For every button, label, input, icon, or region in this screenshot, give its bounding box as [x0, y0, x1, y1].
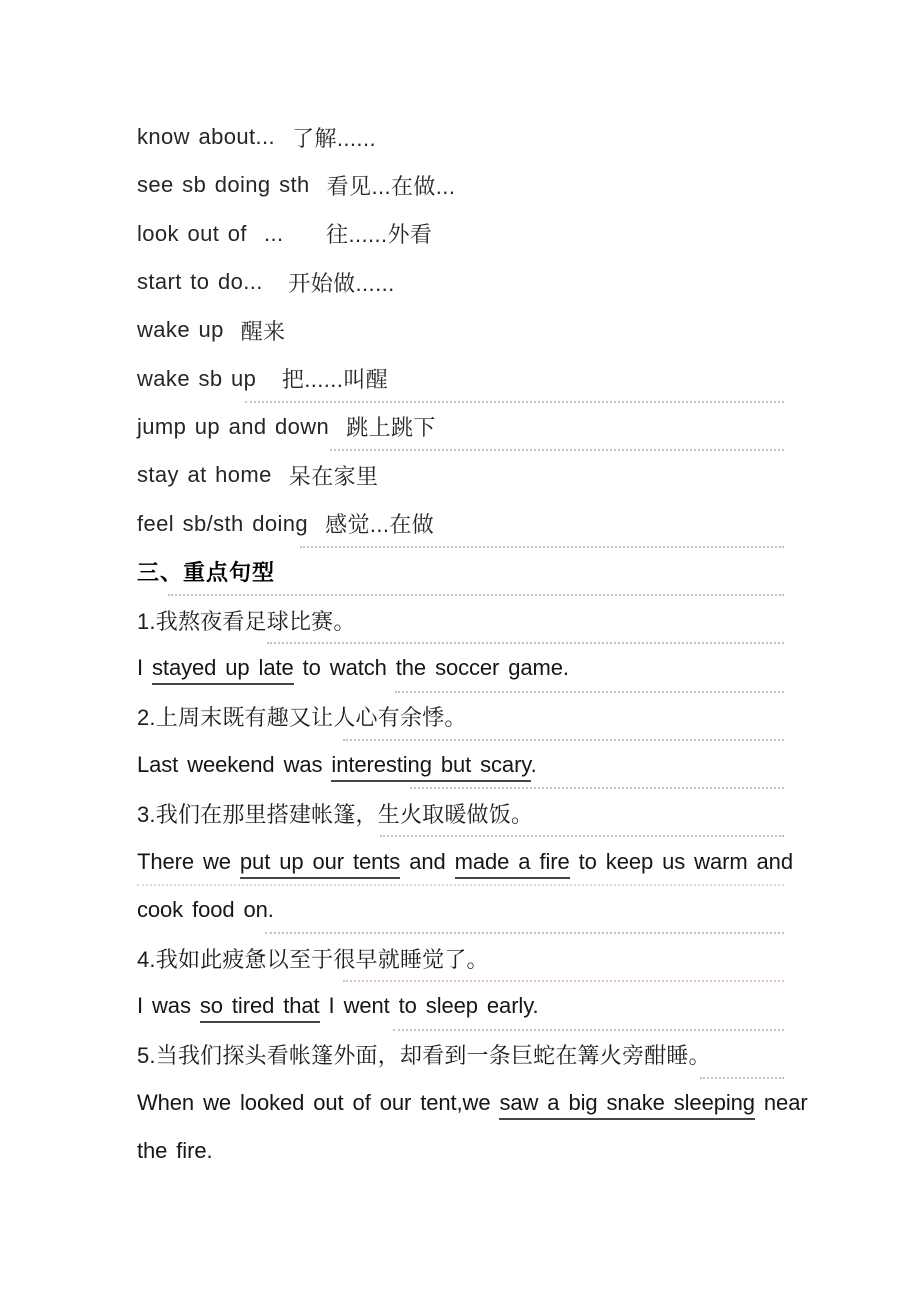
sentence-chinese-text: 5.当我们探头看帐篷外面，却看到一条巨蛇在篝火旁酣睡。 — [137, 1043, 711, 1069]
phrase-english: see sb doing sth — [137, 172, 310, 198]
underlined-key-phrase: saw a big snake sleeping — [499, 1090, 754, 1120]
phrase-gap — [256, 366, 282, 392]
sentence-text-segment: I — [137, 655, 153, 681]
sentence-chinese-text: 2.上周末既有趣又让人心有余悸。 — [137, 705, 467, 731]
phrase-english: start to do... — [137, 269, 263, 295]
phrase-gap — [272, 462, 289, 488]
sentence-english-text — [137, 1138, 784, 1164]
phrase-row — [137, 403, 784, 451]
phrase-row — [137, 113, 784, 161]
sentence-text-segment: to keep us warm and — [569, 848, 793, 874]
sentence-text-segment: Last weekend was — [137, 752, 332, 777]
phrase-row — [137, 210, 784, 258]
phrase-english: jump up and down — [137, 413, 330, 439]
phrase-row — [137, 499, 784, 547]
phrase-english: wake sb up — [137, 365, 257, 391]
sentence-text-segment: . — [530, 752, 537, 777]
sentence-text-segment: and — [400, 848, 455, 874]
phrase-chinese: 看见...在做... — [326, 173, 456, 199]
phrase-gap — [329, 414, 346, 440]
sentence-text-segment: cook food on. — [137, 896, 274, 922]
phrase-chinese: 了解...... — [292, 125, 376, 151]
phrase-row — [137, 258, 784, 306]
sentence-text-segment: There we — [137, 848, 240, 874]
sentence-chinese — [137, 789, 784, 837]
phrase-chinese: 往......外看 — [326, 222, 433, 248]
underlined-key-phrase: interesting but scary — [331, 752, 530, 782]
sentence-english-line — [137, 1127, 784, 1175]
underlined-key-phrase: so tired that — [200, 993, 320, 1023]
phrase-gap — [308, 511, 325, 537]
phrase-chinese: 醒来 — [240, 318, 286, 344]
phrase-row — [137, 306, 784, 354]
underlined-key-phrase: put up our tents — [240, 849, 400, 879]
phrase-gap — [224, 317, 241, 343]
sentence-english-line — [137, 741, 784, 789]
sentence-english-text — [137, 848, 793, 875]
phrase-english: look out of ... — [137, 220, 284, 246]
underlined-key-phrase: made a fire — [455, 849, 570, 879]
sentence-chinese — [137, 934, 784, 982]
phrase-gap — [275, 124, 292, 150]
underlined-key-phrase: stayed up late — [152, 655, 294, 685]
sentence-english-text — [137, 1090, 808, 1116]
sentence-text-segment: I was — [137, 993, 200, 1019]
phrase-english: feel sb/sth doing — [137, 510, 309, 536]
phrase-gap — [283, 221, 326, 247]
phrase-chinese: 感觉...在做 — [325, 512, 435, 538]
sentence-text-segment: near — [754, 1090, 808, 1116]
sentence-text-segment: I went to sleep early. — [319, 993, 539, 1019]
phrase-english: know about... — [137, 124, 276, 150]
sentence-english-line — [137, 982, 784, 1030]
sentence-english-line — [137, 1079, 808, 1127]
phrase-chinese: 呆在家里 — [288, 463, 379, 489]
sentence-english-text — [137, 655, 784, 681]
section-heading-text: 三、重点句型 — [137, 560, 276, 586]
sentence-english-line — [137, 886, 784, 934]
phrase-row — [137, 354, 784, 402]
sentence-english-line — [137, 837, 793, 885]
sentence-english-text — [137, 897, 784, 923]
sentence-english-text — [137, 993, 784, 1019]
sentence-chinese-text: 3.我们在那里搭建帐篷，生火取暖做饭。 — [137, 801, 534, 827]
sentence-text-segment: the fire. — [137, 1138, 213, 1164]
document-content — [137, 113, 808, 1176]
sentence-chinese — [137, 693, 784, 741]
sentence-chinese — [137, 1031, 784, 1079]
sentence-english-text — [137, 752, 784, 778]
section-heading — [137, 548, 784, 596]
sentence-text-segment: to watch the soccer game. — [293, 655, 569, 681]
sentence-chinese — [137, 596, 784, 644]
sentence-english-line — [137, 644, 784, 692]
phrase-english: stay at home — [137, 462, 272, 488]
sentence-chinese-text: 1.我熬夜看足球比赛。 — [137, 608, 356, 634]
phrase-gap — [310, 172, 327, 198]
sentence-text-segment: When we looked out of our tent,we — [137, 1090, 500, 1116]
phrase-row — [137, 161, 784, 209]
phrase-chinese: 把......叫醒 — [281, 367, 389, 393]
phrase-row — [137, 451, 784, 499]
phrase-gap — [263, 269, 289, 295]
phrase-chinese: 开始做...... — [288, 270, 395, 296]
phrase-chinese: 跳上跳下 — [346, 415, 436, 441]
phrase-english: wake up — [137, 317, 224, 343]
sentence-chinese-text: 4.我如此疲惫以至于很早就睡觉了。 — [137, 946, 489, 972]
